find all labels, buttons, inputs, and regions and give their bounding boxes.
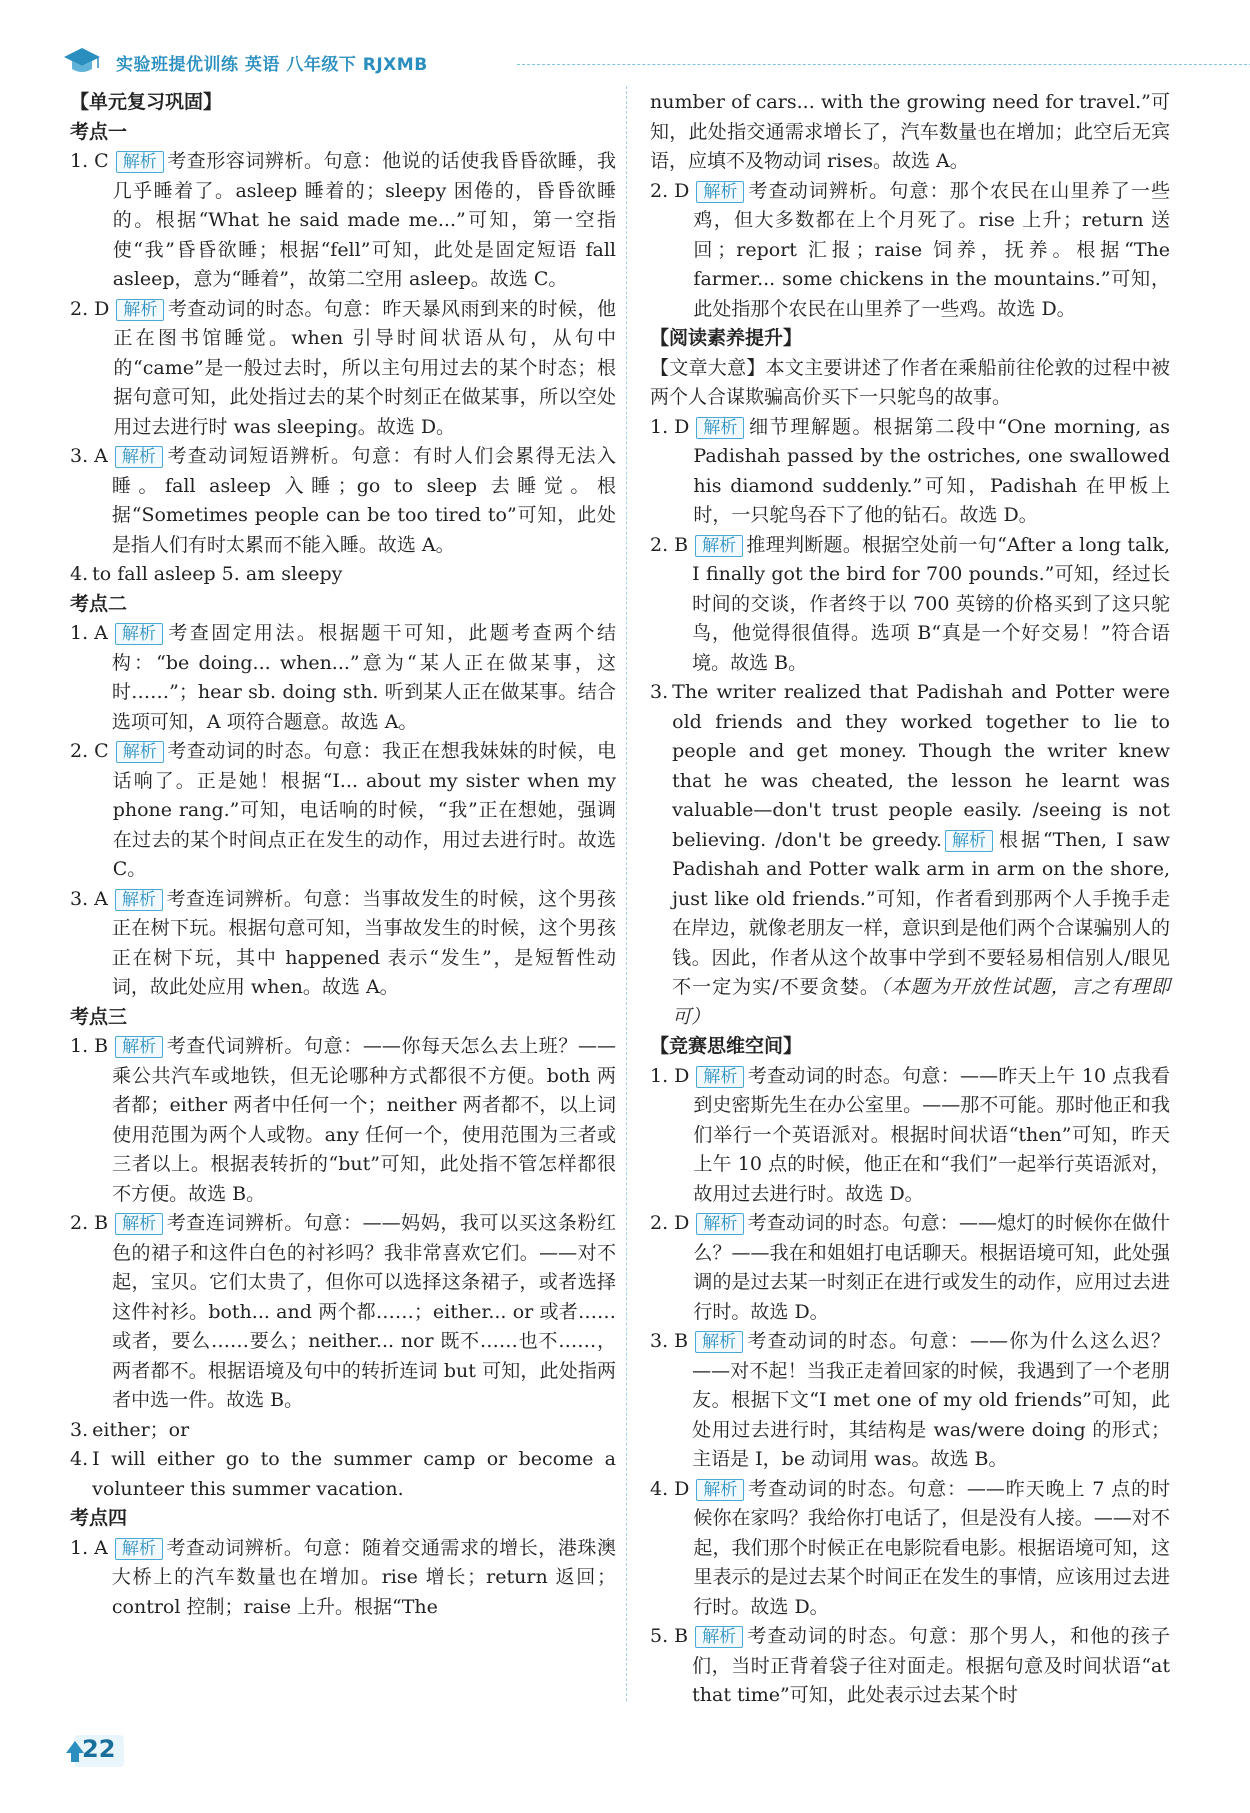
analysis-tag: 解析 [696, 181, 744, 203]
answer-number: 1. C [70, 150, 109, 172]
answer-text: I will either go to the summer camp or become a volunteer this summer vacation. [92, 1448, 616, 1500]
section-heading: 【单元复习巩固】 [70, 91, 223, 113]
answer-number: 2. C [70, 740, 109, 762]
answer-body [113, 295, 616, 443]
answer-number: 3. [650, 681, 669, 703]
analysis-tag: 解析 [696, 1066, 744, 1088]
answer-item [70, 1534, 616, 1623]
answer-body [92, 1416, 616, 1446]
answer-body [692, 531, 1170, 679]
topic-heading: 考点三 [70, 1005, 128, 1028]
answer-number: 3. A [70, 445, 108, 467]
analysis-tag: 解析 [945, 830, 993, 852]
analysis-tag: 解析 [116, 741, 164, 763]
answer-item [70, 295, 616, 443]
answer-item [650, 531, 1170, 679]
topic-heading: 考点二 [70, 592, 128, 615]
answer-number: 1. D [650, 1064, 690, 1087]
analysis-tag: 解析 [115, 1213, 163, 1235]
answer-item [70, 442, 616, 560]
graduation-cap-icon [62, 46, 102, 76]
answer-body [92, 1445, 616, 1504]
analysis-tag: 解析 [115, 1538, 163, 1560]
answer-number: 3. B [650, 1330, 689, 1352]
column-divider [626, 86, 627, 1701]
answer-body [693, 1209, 1170, 1327]
answer-body [692, 1327, 1170, 1475]
answer-body [112, 619, 616, 737]
answer-number: 5. B [650, 1625, 689, 1647]
answer-text: 考查动词的时态。句意：昨天暴风雨到来的时候，他正在图书馆睡觉。when 引导时间状语从句，从句中的“came”是一般过去时，所以主句用过去的某个时态；根据句意可知，此处指过去的某个时刻正在做某事，所以空处用过去进行时 was sleeping。故选 D。 [113, 297, 616, 438]
analysis-tag: 解析 [695, 1626, 743, 1648]
answer-number: 4. D [650, 1477, 690, 1500]
answer-item [70, 1445, 616, 1504]
analysis-tag: 解析 [115, 623, 163, 645]
answer-text: 考查动词的时态。句意：——昨天晚上 7 点的时候你在家吗？我给你打电话了，但是没有人接。——对不起，我们那个时候正在电影院看电影。根据语境可知，这里表示的是过去某个时间正在发生的事情，应该用过去进行时。故选 D。 [693, 1477, 1170, 1618]
answer-text: 考查固定用法。根据题干可知，此题考查两个结构：“be doing... when...”意为“某人正在做某事，这时……”；hear sb. doing sth. 听到某人正在做某事。结合选项可知，A 项符合题意。故选 A。 [111, 622, 616, 733]
page-number: 22 [82, 1735, 116, 1763]
answer-number: 1. D [650, 415, 690, 438]
answer-body [92, 560, 616, 590]
analysis-tag: 解析 [115, 1036, 163, 1058]
answer-text: 考查动词的时态。句意：那个男人，和他的孩子们，当时正背着袋子往对面走。根据句意及时间状语“at that time”可知，此处表示过去某个时 [692, 1625, 1170, 1706]
answer-number: 1. A [70, 622, 108, 644]
answer-number: 2. B [650, 533, 689, 556]
answer-text: 考查形容词辨析。句意：他说的话使我昏昏欲睡，我几乎睡着了。asleep 睡着的；sleepy 困倦的，昏昏欲睡的。根据“What he said made me...”可知，第一空指使“我”昏昏欲睡；根据“fell”可知，此处是固定短语 fall asleep，意为“睡着”，故第二空用 asleep。故选 C。 [112, 150, 616, 290]
answer-text: 推理判断题。根据空处前一句“After a long talk, I finally got the bird for 700 pounds.”可知，经过长时间的交谈，作者终于以 700 英镑的价格买到了这只鸵鸟，他觉得很值得。选项 B“真是一个好交易！”符合语境。故选 B。 [692, 533, 1170, 674]
answer-body [112, 1534, 616, 1623]
answer-number: 3. A [70, 887, 108, 910]
analysis-tag: 解析 [116, 151, 164, 173]
answer-text: The writer realized that Padishah and Potter were old friends and they worked together to lie to people and get money. Though the writer knew that he was cheated, the lesson he learnt was valuable—don't trust people easily. /seeing is not believing. /don't be greedy. [672, 681, 1170, 851]
answer-text: 考查动词的时态。句意：——你为什么这么迟？——对不起！当我正走着回家的时候，我遇到了一个老朋友。根据下文“I met one of my old friends”可知，此处用过去进行时，其结构是 was/were doing 的形式；主语是 I，be 动词用 was。故选 B。 [692, 1330, 1170, 1470]
right-column [650, 88, 1170, 1711]
analysis-tag: 解析 [695, 535, 743, 557]
answer-item [70, 1416, 616, 1446]
answer-item [650, 678, 1170, 1032]
analysis-tag: 解析 [696, 1479, 744, 1501]
answer-text: 考查动词的时态。句意：我正在想我妹妹的时候，电话响了。正是她！根据“I... about my sister when my phone rang.”可知，电话响的时候，“我”正在想她，强调在过去的某个时间点正在发生的动作，用过去进行时。故选 C。 [112, 740, 616, 880]
answer-item [650, 1475, 1170, 1623]
answer-item [70, 619, 616, 737]
answer-item [650, 1062, 1170, 1210]
answer-number: 1. B [70, 1035, 109, 1057]
answer-body [113, 737, 616, 885]
answer-number: 2. D [650, 179, 690, 202]
answer-item [70, 885, 616, 1003]
answer-body [693, 177, 1170, 325]
section-heading: 【竞赛思维空间】 [650, 1035, 803, 1057]
analysis-tag: 解析 [696, 417, 744, 439]
answer-text: 考查动词短语辨析。句意：有时人们会累得无法入睡。fall asleep 入睡；go to sleep 去睡觉。根据“Sometimes people can be too tired to”可知，此处是指人们有时太累而不能入睡。故选 A。 [111, 445, 616, 556]
answer-number: 3. [70, 1418, 89, 1441]
analysis-tag: 解析 [696, 1213, 744, 1235]
topic-heading: 考点四 [70, 1507, 128, 1529]
answer-text: 考查动词的时态。句意：——昨天上午 10 点我看到史密斯先生在办公室里。——那不可能。那时他正和我们举行一个英语派对。根据时间状语“then”可知，昨天上午 10 点的时候，他正在和“我们”一起举行英语派对，故用过去进行时。故选 D。 [693, 1064, 1170, 1205]
book-series-title: 实验班提优训练 英语 八年级下 RJXMB [116, 55, 428, 75]
page-header [62, 42, 1212, 82]
answer-text: to fall asleep 5. am sleepy [92, 563, 343, 585]
analysis-text: 根据“Then, I saw Padishah and Potter walk arm in arm on the shore, just like old friends.”可知，作者看到那两个人手挽手走在岸边，就像老朋友一样，意识到是他们两个合谋骗别人的钱。因此，作者从这个故事中学到不要轻易相信别人/眼见不一定为实/不要贪婪。 [672, 828, 1170, 998]
section-heading: 【阅读素养提升】 [650, 327, 803, 349]
topic-heading: 考点一 [70, 120, 128, 143]
answer-item [70, 1032, 616, 1209]
answer-text: 考查连词辨析。句意：当事故发生的时候，这个男孩正在树下玩。根据句意可知，当事故发生的时候，这个男孩正在树下玩，其中 happened 表示“发生”，是短暂性动词，故此处应用 when。故选 A。 [111, 887, 616, 998]
paragraph: number of cars... with the growing need for travel.”可知，此处指交通需求增长了，汽车数量也在增加；此空后无宾语，应填不及物动词 rises。故选 A。 [650, 91, 1170, 172]
answer-text: 考查动词辨析。句意：那个农民在山里养了一些鸡，但大多数都在上个月死了。rise 上升；return 送回；report 汇报；raise 饲养，抚养。根据“The farmer... some chickens in the mountains.”可知，此处指那个农民在山里养了一些鸡。故选 D。 [693, 179, 1170, 320]
answer-body [693, 1475, 1170, 1623]
left-column [70, 88, 616, 1622]
answer-number: 4. [70, 563, 89, 585]
answer-item [70, 1209, 616, 1416]
answer-number: 4. [70, 1448, 89, 1470]
answer-body [693, 413, 1170, 531]
page-number-badge [66, 1731, 128, 1771]
analysis-tag: 解析 [695, 1331, 743, 1353]
open-question-note: （本题为开放性试题，言之有理即可） [672, 976, 1170, 1028]
answer-body [113, 147, 616, 295]
analysis-tag: 解析 [116, 299, 164, 321]
analysis-tag: 解析 [115, 889, 163, 911]
up-arrow-stem [71, 1752, 79, 1762]
answer-text: 考查代词辨析。句意：——你每天怎么去上班？——乘公共汽车或地铁，但无论哪种方式都很不方便。both 两者都；either 两者中任何一个；neither 两者都不，以上词使用范围为两个人或物。any 任何一个，使用范围为三者或三者以上。根据表转折的“but”可知，此处指不管怎样都很不方便。故选 B。 [112, 1035, 616, 1205]
answer-body [112, 442, 616, 560]
answer-number: 2. D [70, 297, 110, 320]
answer-number: 1. A [70, 1536, 108, 1559]
answer-item [650, 1209, 1170, 1327]
answer-text: 细节理解题。根据第二段中“One morning, as Padishah passed by the ostriches, one swallowed his diamond suddenly.”可知，Padishah 在甲板上时，一只鸵鸟吞下了他的钻石。故选 D。 [693, 415, 1170, 526]
answer-text: 考查动词的时态。句意：——熄灯的时候你在做什么？——我在和姐姐打电话聊天。根据语境可知，此处强调的是过去某一时刻正在进行或发生的动作，应用过去进行时。故选 D。 [693, 1212, 1170, 1323]
answer-text: 考查连词辨析。句意：——妈妈，我可以买这条粉红色的裙子和这件白色的衬衫吗？我非常喜欢它们。——对不起，宝贝。它们太贵了，但你可以选择这条裙子，或者选择这件衬衫。both... and 两个都……；either... or 或者……或者，要么……要么；neither... nor 既不……也不……，两者都不。根据语境及句中的转折连词 but 可知，此处指两者中选一件。故选 B。 [112, 1212, 616, 1411]
answer-body [692, 1622, 1170, 1711]
analysis-tag: 解析 [115, 446, 163, 468]
answer-body [112, 1209, 616, 1416]
answer-item [650, 413, 1170, 531]
answer-item [70, 560, 616, 590]
answer-item [650, 1327, 1170, 1475]
paragraph: 【文章大意】本文主要讲述了作者在乘船前往伦敦的过程中被两个人合谋欺骗高价买下一只鸵鸟的故事。 [650, 356, 1170, 408]
answer-body [112, 1032, 616, 1209]
header-divider [517, 64, 1250, 65]
answer-text: either；or [92, 1418, 190, 1441]
answer-item [70, 147, 616, 295]
answer-number: 2. B [70, 1212, 109, 1234]
answer-number: 2. D [650, 1212, 690, 1234]
answer-body [693, 1062, 1170, 1210]
answer-text: 考查动词辨析。句意：随着交通需求的增长，港珠澳大桥上的汽车数量也在增加。rise 增长；return 返回；control 控制；raise 上升。根据“The [111, 1536, 616, 1618]
answer-body [112, 885, 616, 1003]
answer-item [70, 737, 616, 885]
answer-item [650, 177, 1170, 325]
answer-item [650, 1622, 1170, 1711]
answer-body [672, 678, 1170, 1032]
